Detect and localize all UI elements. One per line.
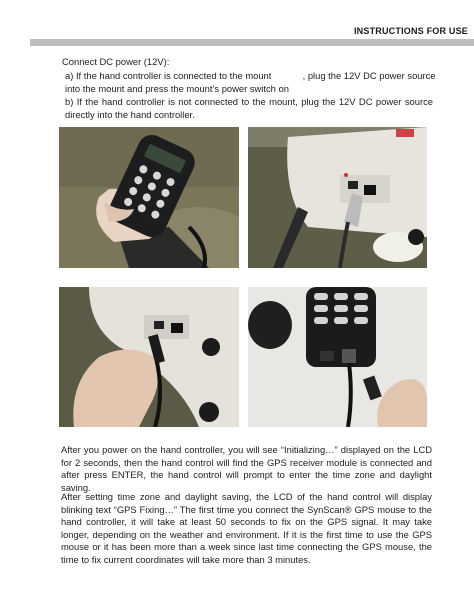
instruction-item-a-line2: into the mount and press the mount’s power switch on <box>65 82 289 94</box>
header-rule <box>30 39 474 46</box>
dc-power-heading: Connect DC power (12V): <box>62 56 170 67</box>
instruction-item-a <box>65 70 435 95</box>
page-header <box>0 24 474 48</box>
instruction-item-b: b) If the hand controller is not connected to the mount, plug the 12V DC power source directly into the hand controller. <box>65 96 433 120</box>
gps-fixing-paragraph: After setting time zone and daylight saving, the LCD of the hand control will display blinking text “GPS Fixing…” The first time you connect the SynScan® GPS mouse to the hand controller, it will take at least 50 seconds to fix on the GPS signal. It may take longer, depending on the weather and environment. If it is the first time to use the GPS mouse or it has been more than a week since last time connecting the GPS mouse, the time to fix current coordinates will take more than 3 minutes. <box>61 491 432 565</box>
initializing-paragraph: After you power on the hand controller, you will see “Initializing…” displayed on the LCD for 2 seconds, then the hand control will find the GPS receiver module is connected and after press ENTER, the hand control will prompt to enter the time zone and daylight saving. <box>61 444 432 493</box>
hand-controller-held-photo <box>59 127 239 268</box>
instruction-item-a-line1: a) If the hand controller is connected to the mount , plug the 12V DC power source <box>65 70 436 81</box>
controller-bottom-cable-photo <box>248 287 427 427</box>
power-plug-insert-photo <box>59 287 239 427</box>
mount-port-cable-photo <box>248 127 427 268</box>
header-title: INSTRUCTIONS FOR USE <box>353 26 468 36</box>
